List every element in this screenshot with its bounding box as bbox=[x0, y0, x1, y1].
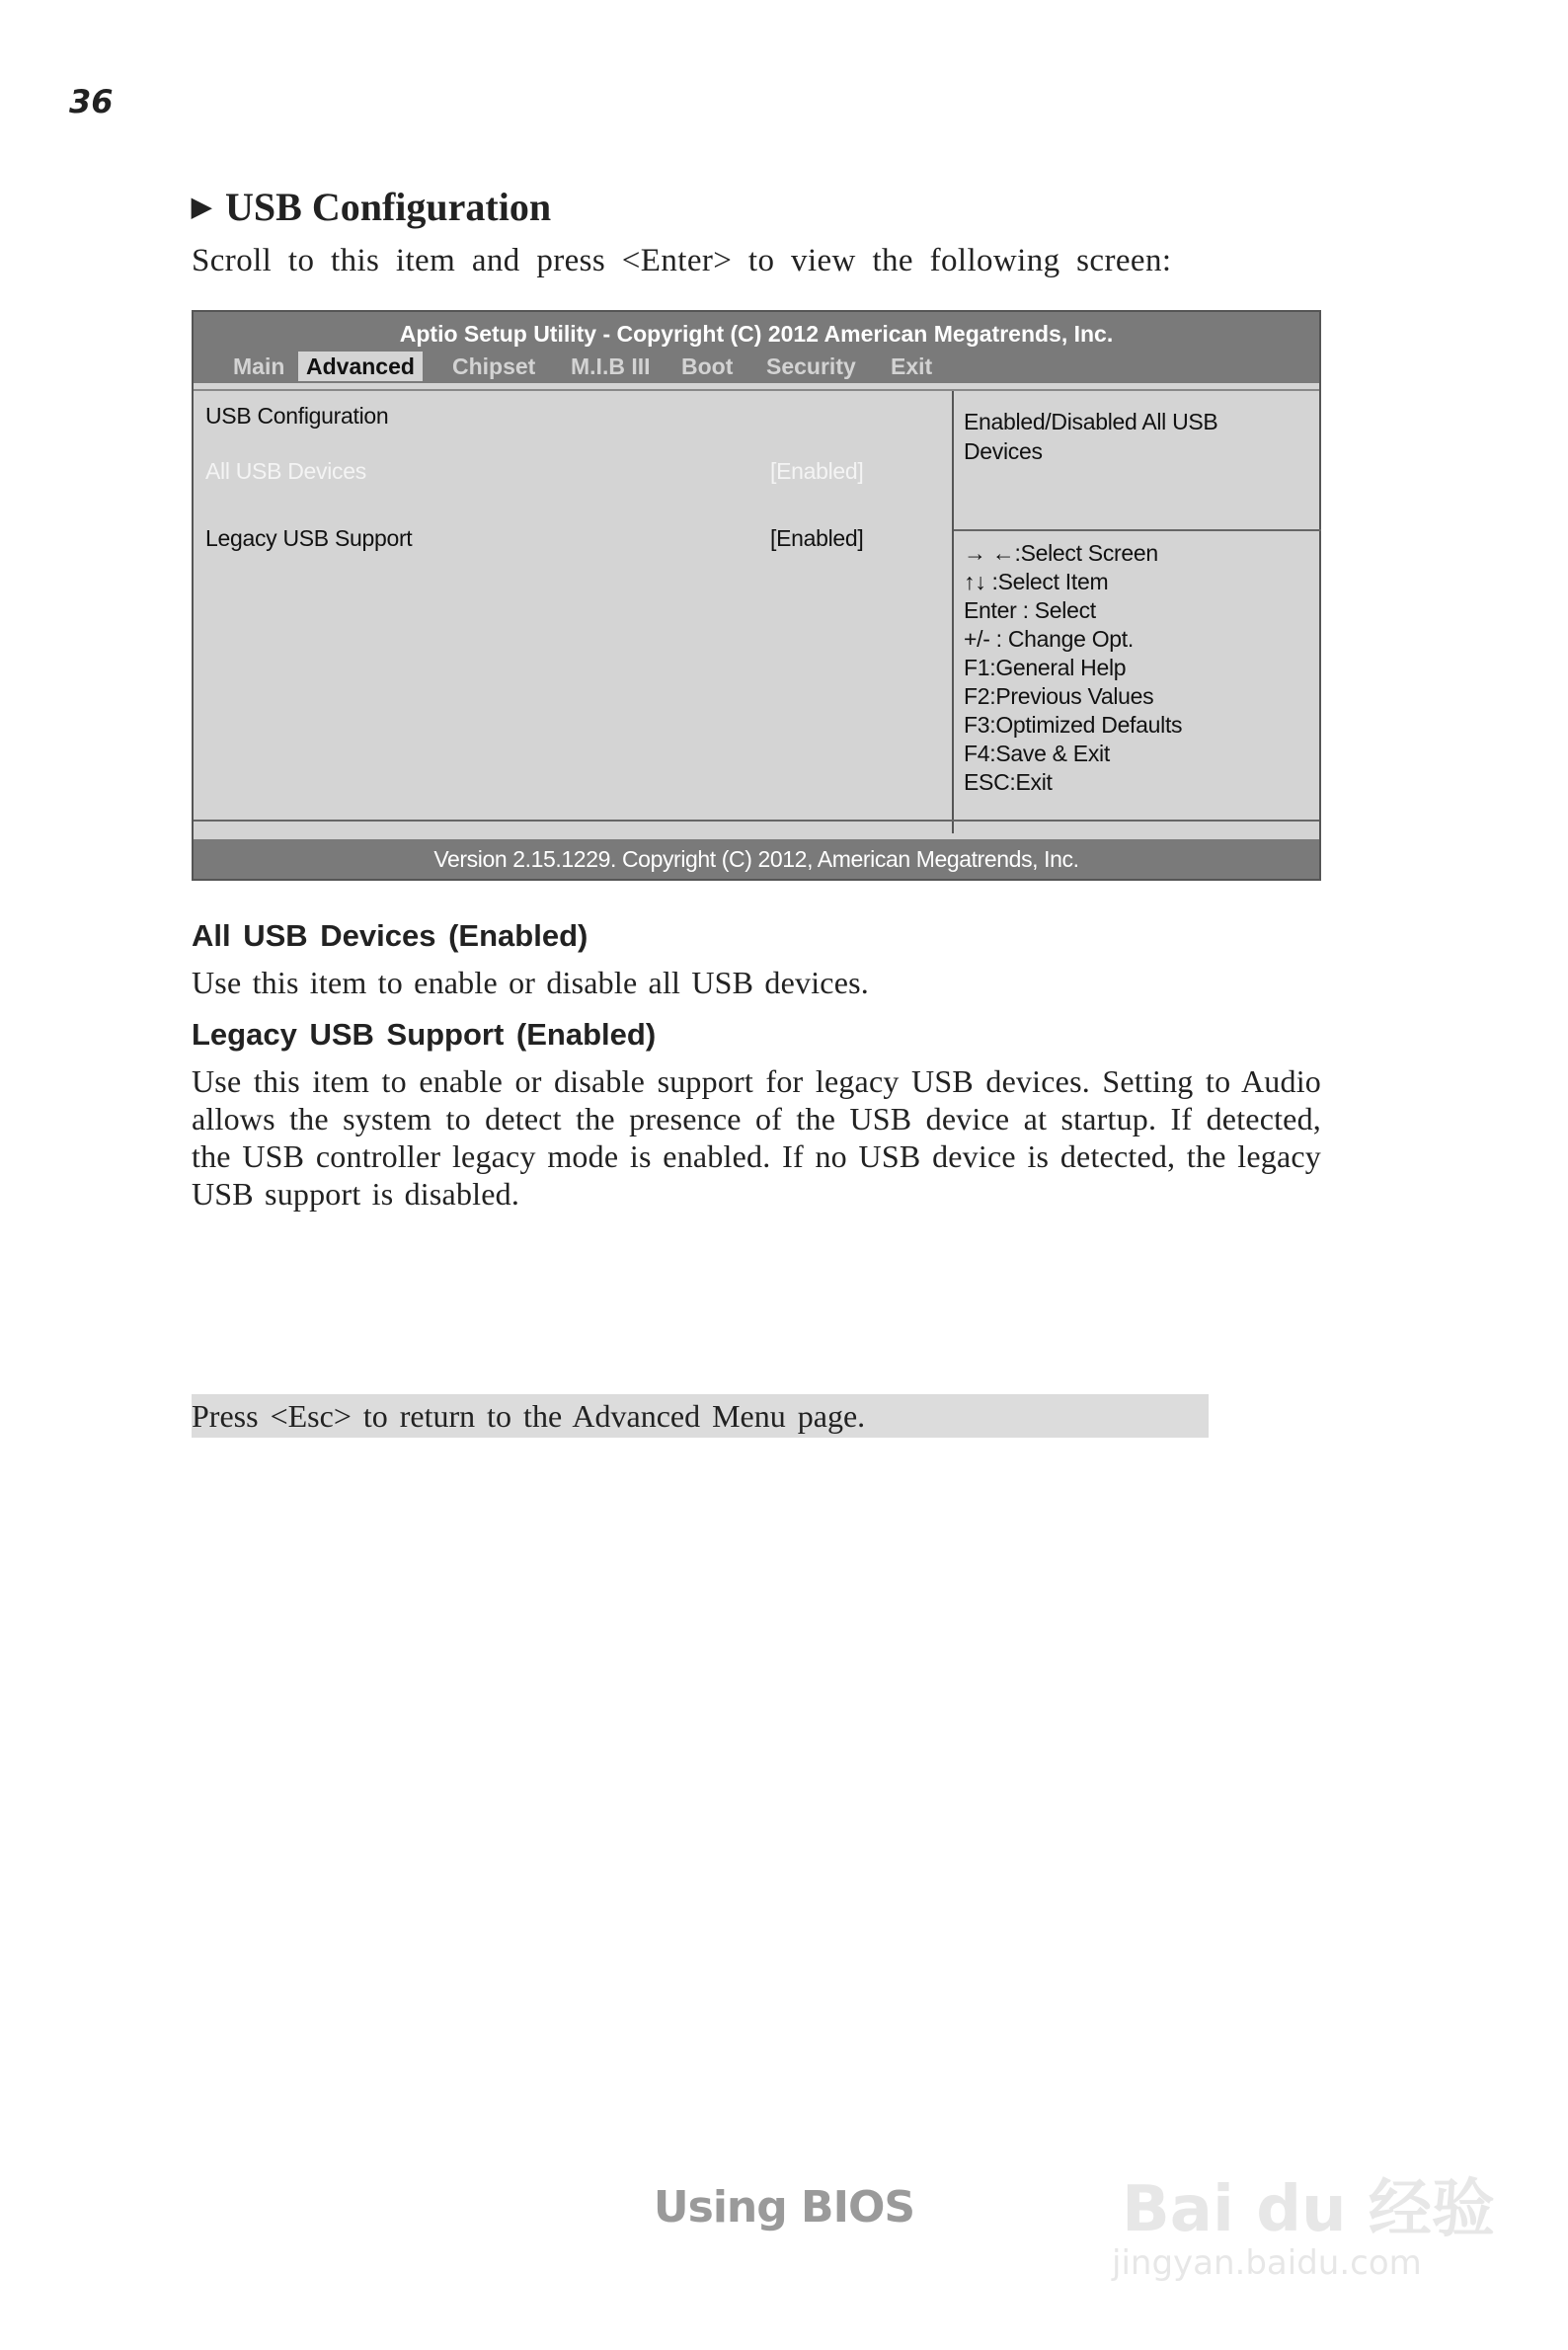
heading-legacy-usb-support: Legacy USB Support (Enabled) bbox=[192, 1017, 657, 1052]
bios-footer: Version 2.15.1229. Copyright (C) 2012, American Megatrends, Inc. bbox=[194, 839, 1319, 879]
key-enter: Enter : Select bbox=[964, 597, 1096, 623]
bios-heading: USB Configuration bbox=[205, 403, 389, 429]
footer-title: Using BIOS bbox=[653, 2182, 915, 2232]
bios-item-all-usb-value[interactable]: [Enabled] bbox=[770, 458, 864, 484]
section-title bbox=[192, 184, 551, 230]
tab-main[interactable]: Main bbox=[233, 353, 285, 379]
key-f4: F4:Save & Exit bbox=[964, 741, 1110, 766]
bios-header bbox=[194, 312, 1319, 383]
bios-help-text: Enabled/Disabled All USB Devices bbox=[964, 409, 1218, 464]
bios-tab-bar bbox=[194, 352, 1319, 381]
para-all-usb-devices: Use this item to enable or disable all USB devices. bbox=[192, 965, 869, 1000]
bios-title: Aptio Setup Utility - Copyright (C) 2012 American Megatrends, Inc. bbox=[399, 321, 1114, 347]
tab-chipset[interactable]: Chipset bbox=[452, 353, 536, 379]
section-title-text: USB Configuration bbox=[225, 185, 552, 229]
bios-help-divider bbox=[954, 529, 1321, 531]
key-f2: F2:Previous Values bbox=[964, 683, 1154, 709]
para-legacy-usb-support: Use this item to enable or disable support for legacy USB devices. Setting to Audio allows the system to detect the presence of the USB device at startup. If detected, the USB controller legacy mode is enabled. If no USB device is detected, the legacy USB support is disabled. bbox=[192, 1063, 1321, 1212]
key-change-opt: +/- : Change Opt. bbox=[964, 626, 1134, 652]
tab-advanced[interactable]: Advanced bbox=[298, 352, 423, 381]
key-f3: F3:Optimized Defaults bbox=[964, 712, 1183, 738]
key-select-screen: → ←:Select Screen bbox=[964, 540, 1158, 566]
tab-security[interactable]: Security bbox=[766, 353, 856, 379]
bios-bottom-divider bbox=[194, 820, 1319, 822]
bios-item-all-usb-label[interactable]: All USB Devices bbox=[205, 458, 366, 484]
intro-text: Scroll to this item and press <Enter> to view the following screen: bbox=[192, 243, 1172, 278]
page-number: 36 bbox=[69, 83, 114, 120]
baidu-watermark bbox=[1112, 2123, 1507, 2301]
bios-divider bbox=[194, 389, 1319, 391]
tab-exit[interactable]: Exit bbox=[891, 353, 933, 379]
key-esc: ESC:Exit bbox=[964, 769, 1053, 795]
bios-item-legacy-usb-value[interactable]: [Enabled] bbox=[770, 525, 864, 551]
heading-all-usb-devices: All USB Devices (Enabled) bbox=[192, 918, 588, 953]
key-f1: F1:General Help bbox=[964, 655, 1127, 680]
triangle-bullet-icon: ▶ bbox=[192, 192, 211, 221]
bios-item-legacy-usb-label[interactable]: Legacy USB Support bbox=[205, 525, 413, 551]
key-select-item: ↑↓ :Select Item bbox=[964, 569, 1109, 594]
watermark-logo: Bai du 经验 bbox=[1122, 2173, 1495, 2246]
bios-screen bbox=[192, 310, 1321, 881]
watermark-url: jingyan.baidu.com bbox=[1112, 2243, 1422, 2283]
tab-mib[interactable]: M.I.B III bbox=[571, 353, 651, 379]
bios-key-legend bbox=[964, 539, 1309, 797]
esc-note: Press <Esc> to return to the Advanced Menu page. bbox=[192, 1394, 1209, 1438]
tab-boot[interactable]: Boot bbox=[681, 353, 734, 379]
bios-column-divider bbox=[952, 391, 954, 833]
